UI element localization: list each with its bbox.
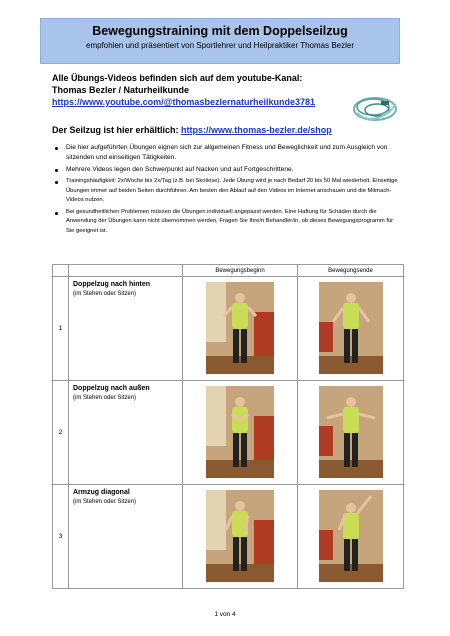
exercise-end-photo	[319, 490, 383, 582]
bullet-icon	[55, 147, 58, 150]
bullet-icon	[55, 181, 58, 184]
table-row	[53, 277, 404, 381]
shop-label: Der Seilzug ist hier erhältlich:	[52, 125, 182, 135]
intro-block	[52, 72, 392, 108]
exercise-note: (im Stehen oder Sitzen)	[73, 499, 137, 505]
title-banner	[40, 18, 400, 64]
page-number: 1 von 4	[214, 611, 236, 618]
row-number: 3	[53, 485, 69, 589]
bullet-icon	[55, 169, 58, 172]
table-header-row	[53, 265, 404, 277]
list-item: Trainingshäufigkeit: 2x/Woche bis 2x/Tag (z.B. bei Skoliose). Jede Übung wird je nach Bedarf 20 bis 50 Mal wiederholt. Einseitige Übungen immer auf beiden Seiten durchführen. Am besten den Ablauf auf den Videos im Internet anschauen und die Mitmach-Videos nutzen.	[52, 177, 402, 206]
exercise-table	[52, 264, 404, 589]
table-row	[53, 485, 404, 589]
list-item: Bei gesundheitlichen Problemen müssen die Übungen individuell angepasst werden. Eine Haftung für Schäden durch die Anwendung der Übungen kann nicht übernommen werden. Fragen Sie Ihre/n Behandler/in, ob dieses Bewegungsprogramm für Sie geeignet ist.	[52, 208, 402, 237]
exercise-name: Armzug diagonal	[73, 489, 130, 496]
intro-line1: Alle Übungs-Videos befinden sich auf dem youtube-Kanal:	[52, 73, 303, 83]
shop-link[interactable]: https://www.thomas-bezler.de/shop	[181, 125, 332, 135]
col-header-start: Bewegungsbeginn	[183, 265, 298, 277]
exercise-end-photo	[319, 282, 383, 374]
list-item: Die hier aufgeführten Übungen eignen sich zur allgemeinen Fitness und Beweglichkeit und zum Ausgleich von sitzenden und einseitigen Tätigkeiten.	[52, 143, 402, 163]
exercise-note: (im Stehen oder Sitzen)	[73, 395, 137, 401]
rope-product-image	[351, 93, 399, 123]
exercise-name-cell	[69, 277, 183, 381]
intro-line2: Thomas Bezler / Naturheilkunde	[52, 85, 190, 95]
youtube-link[interactable]: https://www.youtube.com/@thomasbezlernaturheilkunde3781	[52, 97, 315, 107]
exercise-name-cell	[69, 381, 183, 485]
page-title: Bewegungstraining mit dem Doppelseilzug	[92, 24, 348, 38]
exercise-name: Doppelzug nach außen	[73, 385, 150, 392]
exercise-end-photo	[319, 386, 383, 478]
shop-line	[52, 125, 332, 135]
exercise-name-cell	[69, 485, 183, 589]
table-row	[53, 381, 404, 485]
exercise-start-photo	[206, 386, 274, 478]
info-list	[52, 143, 402, 238]
list-item: Mehrere Videos legen den Schwerpunkt auf Nacken und auf Fortgeschrittene.	[52, 165, 402, 175]
exercise-start-photo	[206, 282, 274, 374]
row-number: 1	[53, 277, 69, 381]
exercise-name: Doppelzug nach hinten	[73, 281, 150, 288]
bullet-icon	[55, 212, 58, 215]
exercise-note: (im Stehen oder Sitzen)	[73, 291, 137, 297]
exercise-start-photo	[206, 490, 274, 582]
page-subtitle: empfohlen und präsentiert von Sportlehrer und Heilpraktiker Thomas Bezler	[86, 41, 354, 50]
col-header-end: Bewegungsende	[298, 265, 404, 277]
row-number: 2	[53, 381, 69, 485]
